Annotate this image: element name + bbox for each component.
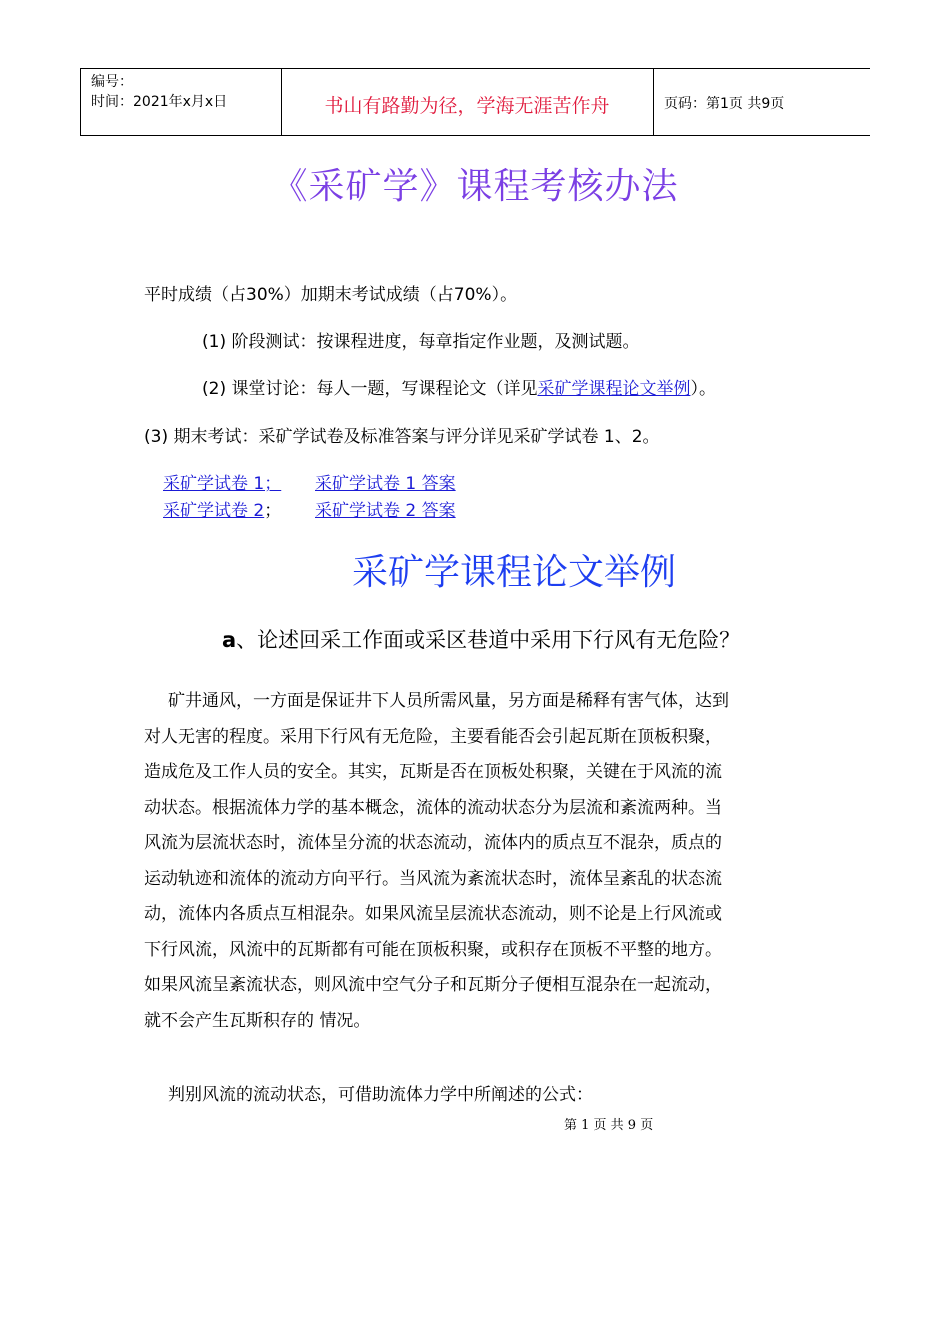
body-paragraph — [144, 684, 814, 1039]
page-title: 《采矿学》课程考核办法 — [271, 166, 679, 207]
page-label: 页码：第1页 共9页 — [664, 96, 785, 112]
question-heading — [222, 624, 740, 654]
body-line: 动，流体内各质点互相混杂。如果风流呈层流状态流动，则不论是上行风流或 — [144, 904, 722, 924]
exam-links-row-2 — [163, 496, 281, 521]
item-2-suffix: ）。 — [690, 379, 716, 399]
exam-1-link[interactable]: 采矿学试卷 1； — [163, 474, 282, 494]
exam-2-separator: ； — [264, 501, 282, 521]
exam-1-answer-link[interactable]: 采矿学试卷 1 答案 — [315, 474, 456, 494]
body-line: 如果风流呈紊流状态，则风流中空气分子和瓦斯分子便相互混杂在一起流动， — [144, 975, 722, 995]
header-motto-cell — [281, 69, 654, 135]
page-footer: 第 1 页 共 9 页 — [564, 1118, 654, 1133]
body-line: 造成危及工作人员的安全。其实，瓦斯是否在顶板处积聚，关键在于风流的流 — [144, 762, 722, 782]
body-line: 就不会产生瓦斯积存的 情况。 — [144, 1010, 371, 1031]
motto: 书山有路勤为径，学海无涯苦作舟 — [324, 95, 610, 117]
body-line: 运动轨迹和流体的流动方向平行。当风流为紊流状态时，流体呈紊乱的状态流 — [144, 868, 722, 889]
thesis-example-link[interactable]: 采矿学课程论文举例 — [537, 379, 691, 399]
time-label: 时间：2021年x月x日 — [91, 94, 228, 110]
formula-intro: 判别风流的流动状态，可借助流体力学中所阐述的公式： — [168, 1085, 593, 1105]
item-2-prefix: (2) 课堂讨论：每人一题，写课程论文（详见 — [202, 379, 538, 399]
header-page-cell — [654, 69, 870, 135]
exam-2-answer-link[interactable]: 采矿学试卷 2 答案 — [315, 501, 456, 521]
intro-text: 平时成绩（占30%）加期末考试成绩（占70%）。 — [144, 285, 518, 305]
exam-links-row-1 — [163, 469, 281, 494]
item-2 — [202, 374, 716, 399]
body-line: 对人无害的程度。采用下行风有无危险，主要看能否会引起瓦斯在顶板积聚， — [144, 726, 722, 747]
exam-2-link[interactable]: 采矿学试卷 2 — [163, 501, 265, 521]
header-meta-cell — [80, 69, 282, 135]
body-line: 矿井通风，一方面是保证井下人员所需风量，另方面是稀释有害气体，达到 — [168, 691, 729, 711]
section-title: 采矿学课程论文举例 — [351, 552, 676, 593]
exam-1-answer-wrap — [315, 469, 456, 494]
question-text: 、论述回采工作面或采区巷道中采用下行风有无危险？ — [236, 628, 741, 652]
exam-2-answer-wrap — [315, 496, 456, 521]
header-table — [80, 68, 870, 136]
item-1: (1) 阶段测试：按课程进度，每章指定作业题，及测试题。 — [202, 332, 640, 352]
number-label: 编号： — [91, 74, 133, 90]
body-line: 下行风流，风流中的瓦斯都有可能在顶板积聚，或积存在顶板不平整的地方。 — [144, 939, 722, 960]
question-letter: a — [222, 628, 237, 652]
body-line: 风流为层流状态时，流体呈分流的状态流动，流体内的质点互不混杂，质点的 — [144, 833, 722, 853]
item-3: (3) 期末考试：采矿学试卷及标准答案与评分详见采矿学试卷 1、2。 — [144, 427, 660, 447]
body-line: 动状态。根据流体力学的基本概念，流体的流动状态分为层流和紊流两种。当 — [144, 797, 722, 818]
